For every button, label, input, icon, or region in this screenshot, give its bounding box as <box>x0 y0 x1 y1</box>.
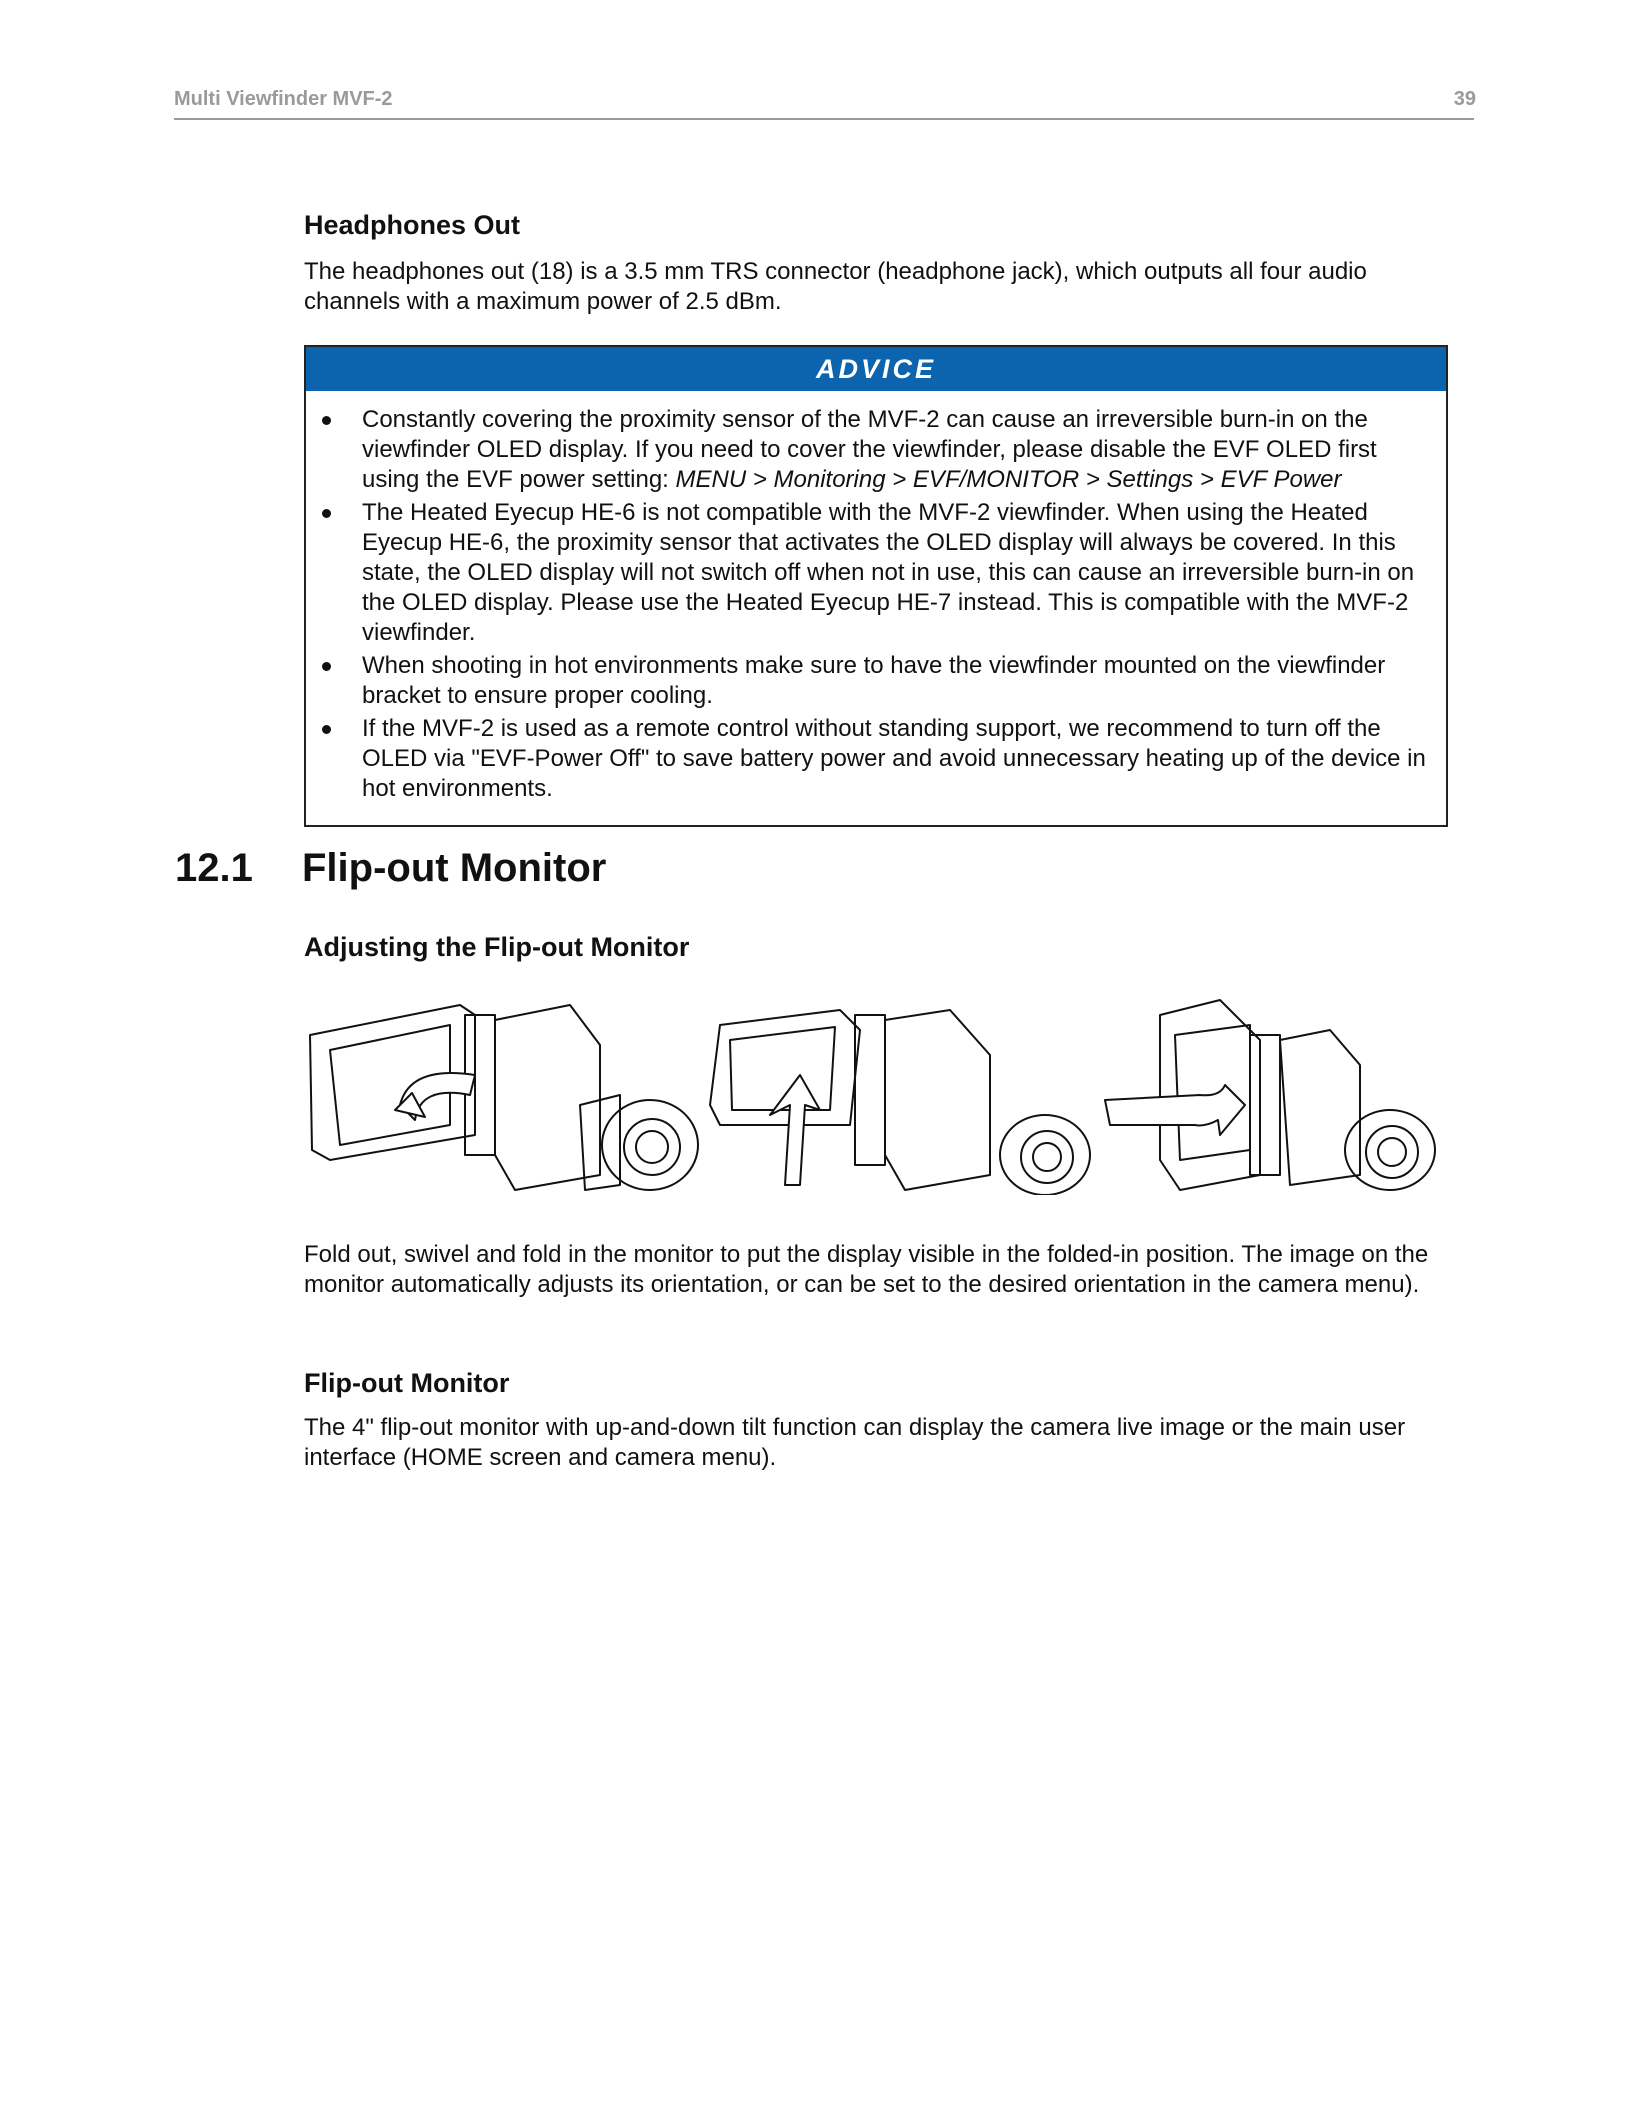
page-header <box>174 84 1474 120</box>
camera-step-fold-out <box>310 1005 698 1190</box>
advice-item <box>306 651 1446 711</box>
advice-item <box>306 405 1446 495</box>
advice-box <box>304 345 1448 827</box>
section-title: Flip-out Monitor <box>302 846 607 890</box>
bullet-icon <box>322 662 331 671</box>
flip-out-text: The 4" flip-out monitor with up-and-down tilt function can display the camera live image or the main user interface (HOME screen and camera menu). <box>304 1414 1406 1471</box>
advice-item-text: The Heated Eyecup HE-6 is not compatible with the MVF-2 viewfinder. When using the Heated Eyecup HE-6, the proximity sensor that activates the OLED display will always be covered. In this state, the OLED display will not switch off when not in use, this can cause an irreversible burn-in on the OLED display. Please use the Heated Eyecup HE-7 instead. This is compatible with the MVF-2 viewfinder. <box>362 499 1415 646</box>
flip-out-heading: Flip-out Monitor <box>304 1368 510 1398</box>
advice-title: ADVICE <box>306 347 1446 391</box>
bullet-icon <box>322 509 331 518</box>
section-number: 12.1 <box>175 846 253 890</box>
headphones-text: The headphones out (18) is a 3.5 mm TRS connector (headphone jack), which outputs all four audio channels with a maximum power of 2.5 dBm. <box>304 258 1367 315</box>
advice-item-text: When shooting in hot environments make sure to have the viewfinder mounted on the viewfinder bracket to ensure proper cooling. <box>362 652 1386 709</box>
page-number: 39 <box>1453 88 1476 110</box>
adjusting-text: Fold out, swivel and fold in the monitor to put the display visible in the folded-in position. The image on the monitor automatically adjusts its orientation, or can be set to the desired orientation in the camera menu). <box>304 1241 1429 1298</box>
advice-item <box>306 498 1446 648</box>
advice-item-text: Constantly covering the proximity sensor of the MVF-2 can cause an irreversible burn-in on the viewfinder OLED display. If you need to cover the viewfinder, please disable the EVF OLED first using the EVF power setting: <box>362 406 1377 493</box>
camera-step-fold-in <box>1105 1000 1435 1190</box>
camera-step-swivel <box>710 1010 1090 1195</box>
headphones-heading: Headphones Out <box>304 210 521 240</box>
advice-item-text: If the MVF-2 is used as a remote control without standing support, we recommend to turn off the OLED via "EVF-Power Off" to save battery power and avoid unnecessary heating up of the device in hot environments. <box>362 715 1426 802</box>
adjusting-heading: Adjusting the Flip-out Monitor <box>304 932 690 962</box>
menu-path: MENU > Monitoring > EVF/MONITOR > Settings > EVF Power <box>675 466 1342 493</box>
bullet-icon <box>322 725 331 734</box>
advice-list <box>306 391 1446 804</box>
bullet-icon <box>322 416 331 425</box>
flip-out-monitor-illustration <box>300 985 1440 1195</box>
header-title: Multi Viewfinder MVF-2 <box>174 88 393 110</box>
advice-item <box>306 714 1446 804</box>
